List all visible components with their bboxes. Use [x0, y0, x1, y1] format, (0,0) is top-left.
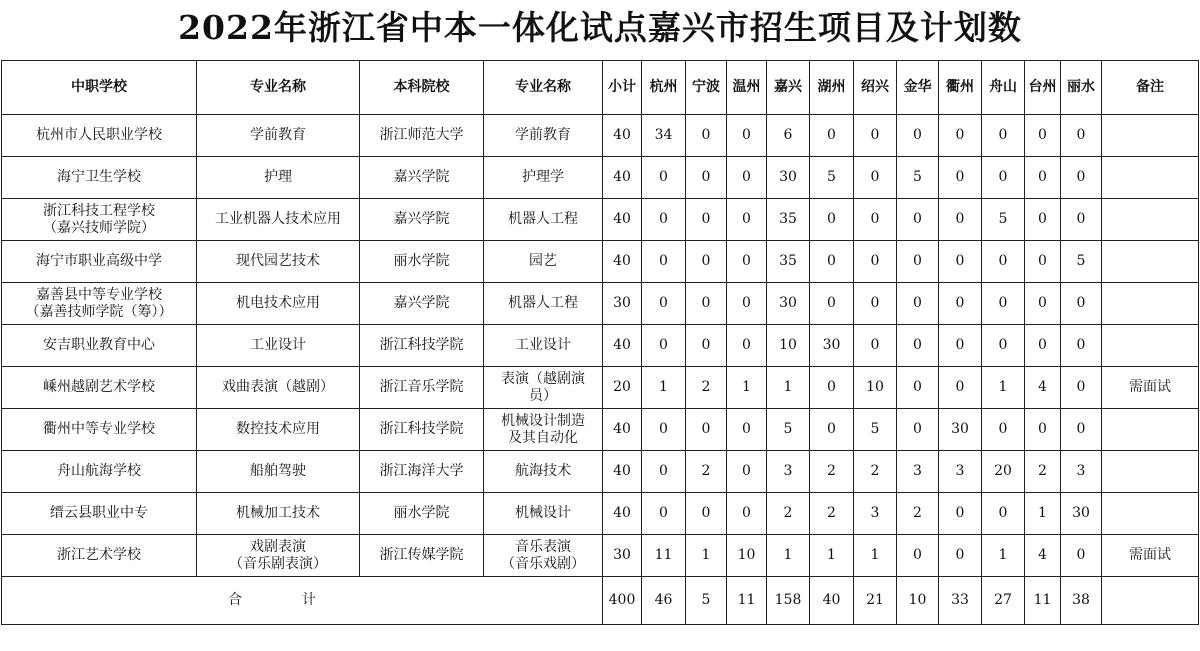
header-note: 备注 [1102, 61, 1199, 115]
cell-quzhou: 30 [939, 409, 982, 451]
cell-taizhou: 0 [1025, 241, 1061, 283]
total-subtotal: 400 [603, 577, 642, 625]
cell-lishui: 3 [1061, 451, 1102, 493]
total-label: 合计 [2, 577, 603, 625]
cell-lishui: 0 [1061, 535, 1102, 577]
cell-zhoushan: 5 [982, 199, 1025, 241]
cell-jinhua: 0 [897, 283, 939, 325]
cell-major: 数控技术应用 [197, 409, 360, 451]
cell-shaoxing: 5 [854, 409, 897, 451]
cell-school: 舟山航海学校 [2, 451, 197, 493]
total-quzhou: 33 [939, 577, 982, 625]
cell-hangzhou: 0 [642, 199, 686, 241]
cell-shaoxing: 10 [854, 367, 897, 409]
header-row [2, 61, 1199, 115]
total-lishui: 38 [1061, 577, 1102, 625]
cell-college-major: 机器人工程 [484, 283, 603, 325]
header-subtotal: 小计 [603, 61, 642, 115]
total-wenzhou: 11 [727, 577, 767, 625]
cell-jinhua: 0 [897, 199, 939, 241]
table-row [2, 325, 1199, 367]
cell-jinhua: 0 [897, 367, 939, 409]
cell-college-major: 机器人工程 [484, 199, 603, 241]
cell-major: 戏剧表演 （音乐剧表演） [197, 535, 360, 577]
cell-college-major: 航海技术 [484, 451, 603, 493]
cell-lishui: 0 [1061, 115, 1102, 157]
cell-wenzhou: 0 [727, 157, 767, 199]
cell-jiaxing: 1 [767, 535, 810, 577]
cell-college-major: 园艺 [484, 241, 603, 283]
cell-lishui: 5 [1061, 241, 1102, 283]
cell-shaoxing: 0 [854, 325, 897, 367]
cell-college: 浙江传媒学院 [360, 535, 484, 577]
cell-ningbo: 2 [686, 451, 727, 493]
cell-college-major: 音乐表演 （音乐戏剧） [484, 535, 603, 577]
cell-quzhou: 0 [939, 535, 982, 577]
header-college: 本科院校 [360, 61, 484, 115]
cell-ningbo: 1 [686, 535, 727, 577]
cell-college-major: 工业设计 [484, 325, 603, 367]
cell-hangzhou: 0 [642, 283, 686, 325]
cell-shaoxing: 0 [854, 115, 897, 157]
cell-jiaxing: 1 [767, 367, 810, 409]
cell-note: 需面试 [1102, 535, 1199, 577]
cell-taizhou: 0 [1025, 157, 1061, 199]
cell-school: 安吉职业教育中心 [2, 325, 197, 367]
cell-note [1102, 157, 1199, 199]
cell-wenzhou: 1 [727, 367, 767, 409]
cell-major: 机械加工技术 [197, 493, 360, 535]
table-row [2, 157, 1199, 199]
cell-shaoxing: 3 [854, 493, 897, 535]
cell-college-major: 表演（越剧演 员） [484, 367, 603, 409]
cell-subtotal: 40 [603, 199, 642, 241]
cell-quzhou: 3 [939, 451, 982, 493]
cell-college-major: 护理学 [484, 157, 603, 199]
cell-school: 海宁卫生学校 [2, 157, 197, 199]
cell-major: 机电技术应用 [197, 283, 360, 325]
cell-major: 船舶驾驶 [197, 451, 360, 493]
table-row [2, 241, 1199, 283]
header-ningbo: 宁波 [686, 61, 727, 115]
cell-lishui: 0 [1061, 367, 1102, 409]
cell-quzhou: 0 [939, 157, 982, 199]
cell-hangzhou: 11 [642, 535, 686, 577]
cell-college: 浙江科技学院 [360, 409, 484, 451]
cell-hangzhou: 0 [642, 157, 686, 199]
cell-school: 缙云县职业中专 [2, 493, 197, 535]
cell-wenzhou: 0 [727, 115, 767, 157]
cell-note: 需面试 [1102, 367, 1199, 409]
table-row [2, 283, 1199, 325]
cell-note [1102, 241, 1199, 283]
cell-ningbo: 0 [686, 241, 727, 283]
header-college-major: 专业名称 [484, 61, 603, 115]
cell-note [1102, 493, 1199, 535]
cell-quzhou: 0 [939, 199, 982, 241]
cell-zhoushan: 1 [982, 535, 1025, 577]
cell-school: 衢州中等专业学校 [2, 409, 197, 451]
cell-jiaxing: 6 [767, 115, 810, 157]
cell-college: 嘉兴学院 [360, 283, 484, 325]
cell-shaoxing: 0 [854, 157, 897, 199]
cell-jiaxing: 2 [767, 493, 810, 535]
cell-huzhou: 0 [810, 115, 854, 157]
cell-jinhua: 0 [897, 115, 939, 157]
header-taizhou: 台州 [1025, 61, 1061, 115]
cell-jiaxing: 5 [767, 409, 810, 451]
cell-quzhou: 0 [939, 115, 982, 157]
cell-note [1102, 199, 1199, 241]
table-row [2, 535, 1199, 577]
cell-subtotal: 40 [603, 409, 642, 451]
header-hangzhou: 杭州 [642, 61, 686, 115]
cell-huzhou: 1 [810, 535, 854, 577]
cell-taizhou: 0 [1025, 283, 1061, 325]
cell-subtotal: 40 [603, 451, 642, 493]
cell-subtotal: 40 [603, 241, 642, 283]
cell-college-major: 机械设计制造 及其自动化 [484, 409, 603, 451]
cell-shaoxing: 0 [854, 199, 897, 241]
cell-college: 浙江海洋大学 [360, 451, 484, 493]
total-note [1102, 577, 1199, 625]
cell-wenzhou: 0 [727, 283, 767, 325]
cell-major: 工业机器人技术应用 [197, 199, 360, 241]
cell-jiaxing: 35 [767, 199, 810, 241]
cell-note [1102, 451, 1199, 493]
header-school: 中职学校 [2, 61, 197, 115]
cell-huzhou: 30 [810, 325, 854, 367]
cell-ningbo: 0 [686, 115, 727, 157]
cell-taizhou: 2 [1025, 451, 1061, 493]
cell-jiaxing: 30 [767, 157, 810, 199]
cell-lishui: 0 [1061, 157, 1102, 199]
cell-shaoxing: 2 [854, 451, 897, 493]
cell-wenzhou: 0 [727, 451, 767, 493]
cell-zhoushan: 0 [982, 493, 1025, 535]
cell-ningbo: 0 [686, 325, 727, 367]
cell-taizhou: 1 [1025, 493, 1061, 535]
cell-ningbo: 0 [686, 199, 727, 241]
cell-quzhou: 0 [939, 325, 982, 367]
cell-huzhou: 0 [810, 367, 854, 409]
cell-taizhou: 0 [1025, 325, 1061, 367]
cell-jinhua: 0 [897, 241, 939, 283]
total-huzhou: 40 [810, 577, 854, 625]
cell-quzhou: 0 [939, 367, 982, 409]
table-row [2, 199, 1199, 241]
cell-zhoushan: 0 [982, 283, 1025, 325]
cell-college: 丽水学院 [360, 241, 484, 283]
total-zhoushan: 27 [982, 577, 1025, 625]
cell-zhoushan: 0 [982, 241, 1025, 283]
cell-jinhua: 5 [897, 157, 939, 199]
cell-lishui: 0 [1061, 409, 1102, 451]
cell-school: 浙江科技工程学校 （嘉兴技师学院） [2, 199, 197, 241]
cell-lishui: 0 [1061, 325, 1102, 367]
cell-subtotal: 40 [603, 325, 642, 367]
cell-shaoxing: 0 [854, 241, 897, 283]
cell-college: 浙江师范大学 [360, 115, 484, 157]
cell-hangzhou: 1 [642, 367, 686, 409]
cell-shaoxing: 1 [854, 535, 897, 577]
cell-subtotal: 30 [603, 535, 642, 577]
cell-note [1102, 325, 1199, 367]
cell-wenzhou: 0 [727, 241, 767, 283]
table-body [2, 115, 1199, 577]
cell-jinhua: 0 [897, 535, 939, 577]
cell-zhoushan: 20 [982, 451, 1025, 493]
header-wenzhou: 温州 [727, 61, 767, 115]
cell-school: 杭州市人民职业学校 [2, 115, 197, 157]
cell-subtotal: 40 [603, 157, 642, 199]
total-row [2, 577, 1199, 625]
cell-zhoushan: 0 [982, 325, 1025, 367]
cell-college-major: 机械设计 [484, 493, 603, 535]
cell-quzhou: 0 [939, 283, 982, 325]
document-title: 2022年浙江省中本一体化试点嘉兴市招生项目及计划数 [178, 8, 1022, 47]
header-jiaxing: 嘉兴 [767, 61, 810, 115]
cell-taizhou: 4 [1025, 367, 1061, 409]
cell-major: 学前教育 [197, 115, 360, 157]
cell-hangzhou: 0 [642, 493, 686, 535]
cell-ningbo: 0 [686, 157, 727, 199]
cell-college: 浙江音乐学院 [360, 367, 484, 409]
cell-wenzhou: 0 [727, 325, 767, 367]
table-row [2, 115, 1199, 157]
cell-school: 嘉善县中等专业学校 （嘉善技师学院（筹）） [2, 283, 197, 325]
cell-zhoushan: 0 [982, 157, 1025, 199]
total-shaoxing: 21 [854, 577, 897, 625]
cell-subtotal: 20 [603, 367, 642, 409]
table-row [2, 493, 1199, 535]
cell-jiaxing: 3 [767, 451, 810, 493]
header-quzhou: 衢州 [939, 61, 982, 115]
cell-jiaxing: 10 [767, 325, 810, 367]
cell-huzhou: 5 [810, 157, 854, 199]
total-jinhua: 10 [897, 577, 939, 625]
cell-hangzhou: 34 [642, 115, 686, 157]
cell-major: 工业设计 [197, 325, 360, 367]
cell-subtotal: 40 [603, 493, 642, 535]
cell-taizhou: 0 [1025, 409, 1061, 451]
cell-huzhou: 0 [810, 241, 854, 283]
cell-college: 嘉兴学院 [360, 157, 484, 199]
cell-taizhou: 0 [1025, 199, 1061, 241]
cell-huzhou: 2 [810, 451, 854, 493]
header-major: 专业名称 [197, 61, 360, 115]
header-shaoxing: 绍兴 [854, 61, 897, 115]
table-row [2, 367, 1199, 409]
cell-hangzhou: 0 [642, 325, 686, 367]
cell-taizhou: 4 [1025, 535, 1061, 577]
cell-zhoushan: 0 [982, 409, 1025, 451]
header-zhoushan: 舟山 [982, 61, 1025, 115]
cell-quzhou: 0 [939, 241, 982, 283]
cell-shaoxing: 0 [854, 283, 897, 325]
cell-note [1102, 283, 1199, 325]
total-ningbo: 5 [686, 577, 727, 625]
cell-ningbo: 0 [686, 493, 727, 535]
cell-college-major: 学前教育 [484, 115, 603, 157]
cell-school: 海宁市职业高级中学 [2, 241, 197, 283]
cell-lishui: 30 [1061, 493, 1102, 535]
cell-school: 浙江艺术学校 [2, 535, 197, 577]
cell-wenzhou: 10 [727, 535, 767, 577]
cell-wenzhou: 0 [727, 493, 767, 535]
header-jinhua: 金华 [897, 61, 939, 115]
cell-lishui: 0 [1061, 283, 1102, 325]
cell-jinhua: 0 [897, 325, 939, 367]
cell-major: 现代园艺技术 [197, 241, 360, 283]
cell-subtotal: 30 [603, 283, 642, 325]
table-row [2, 409, 1199, 451]
total-jiaxing: 158 [767, 577, 810, 625]
cell-zhoushan: 1 [982, 367, 1025, 409]
cell-school: 嵊州越剧艺术学校 [2, 367, 197, 409]
cell-wenzhou: 0 [727, 199, 767, 241]
table-row [2, 451, 1199, 493]
cell-college: 丽水学院 [360, 493, 484, 535]
cell-major: 护理 [197, 157, 360, 199]
cell-note [1102, 115, 1199, 157]
cell-huzhou: 2 [810, 493, 854, 535]
cell-note [1102, 409, 1199, 451]
enrollment-table [1, 60, 1199, 625]
cell-lishui: 0 [1061, 199, 1102, 241]
cell-jinhua: 3 [897, 451, 939, 493]
cell-taizhou: 0 [1025, 115, 1061, 157]
cell-jinhua: 2 [897, 493, 939, 535]
header-lishui: 丽水 [1061, 61, 1102, 115]
cell-jinhua: 0 [897, 409, 939, 451]
cell-jiaxing: 30 [767, 283, 810, 325]
total-hangzhou: 46 [642, 577, 686, 625]
cell-huzhou: 0 [810, 199, 854, 241]
cell-college: 嘉兴学院 [360, 199, 484, 241]
cell-quzhou: 0 [939, 493, 982, 535]
cell-hangzhou: 0 [642, 409, 686, 451]
cell-huzhou: 0 [810, 283, 854, 325]
cell-wenzhou: 0 [727, 409, 767, 451]
cell-hangzhou: 0 [642, 451, 686, 493]
cell-subtotal: 40 [603, 115, 642, 157]
cell-ningbo: 0 [686, 283, 727, 325]
cell-huzhou: 0 [810, 409, 854, 451]
cell-jiaxing: 35 [767, 241, 810, 283]
cell-hangzhou: 0 [642, 241, 686, 283]
cell-college: 浙江科技学院 [360, 325, 484, 367]
cell-zhoushan: 0 [982, 115, 1025, 157]
header-huzhou: 湖州 [810, 61, 854, 115]
cell-ningbo: 0 [686, 409, 727, 451]
total-taizhou: 11 [1025, 577, 1061, 625]
cell-ningbo: 2 [686, 367, 727, 409]
cell-major: 戏曲表演（越剧） [197, 367, 360, 409]
